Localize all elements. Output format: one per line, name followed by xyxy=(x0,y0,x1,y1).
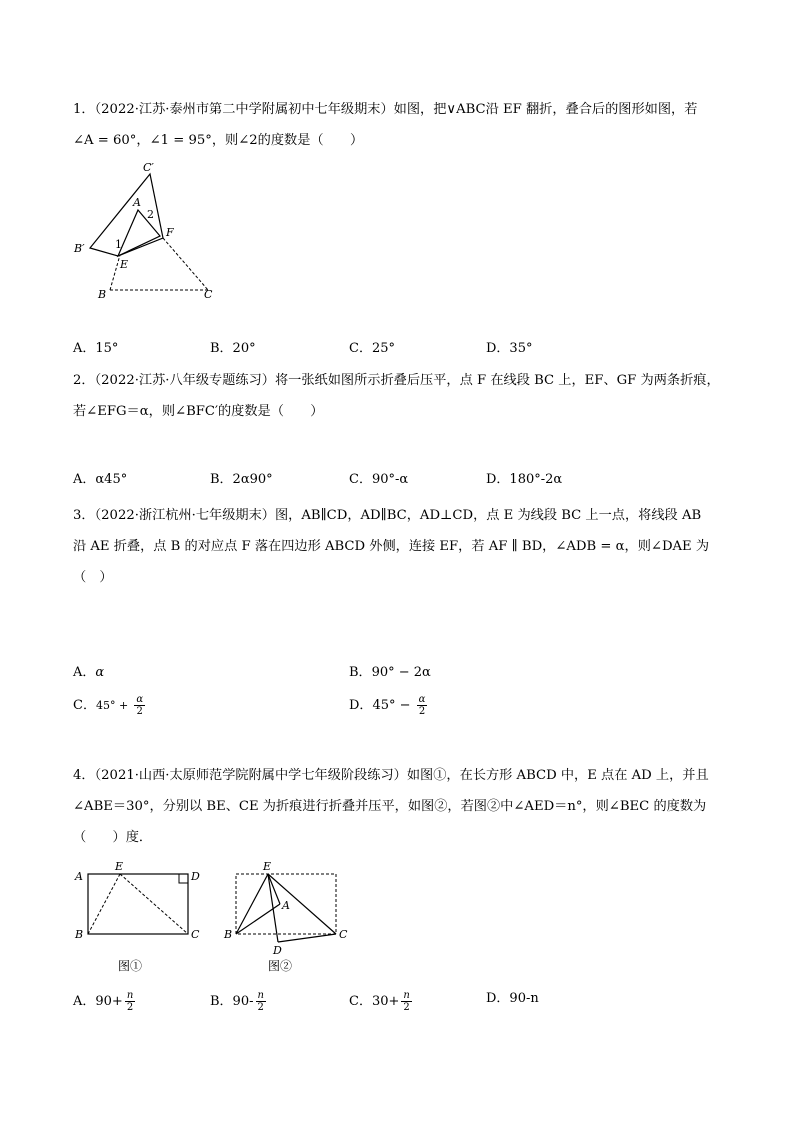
q4-fig1-caption: 图① xyxy=(118,959,143,973)
q3-stem-line1: 3．（2022·浙江杭州·七年级期末）图，AB∥CD，AD∥BC，AD⊥CD，点 E 为线段 BC 上一点，将线段 AB xyxy=(73,508,702,523)
q3-stem-line2: 沿 AE 折叠，点 B 的对应点 F 落在四边形 ABCD 外侧，连接 EF，若 AF ∥ BD，∠ADB = α，则∠DAE 为 xyxy=(73,539,710,554)
q1-label-b-prime: B′ xyxy=(74,242,85,255)
q3-option-d-fraction: $\frac{\alpha}{2}$ xyxy=(418,694,426,717)
q4-option-c-fraction: $\frac{n}{2}$ xyxy=(403,990,410,1013)
q2-stem-line1: 2．（2022·江苏·八年级专题练习）将一张纸如图所示折叠后压平，点 F 在线段 BC 上，EF、GF 为两条折痕， xyxy=(73,373,720,388)
q4-stem-line3: （ ）度． xyxy=(73,830,153,845)
q1-stem-line2: ∠A = 60°，∠1 = 95°，则∠2的度数是（ ） xyxy=(73,133,364,148)
q3-option-c-fraction: $\frac{\alpha}{2}$ xyxy=(136,694,144,717)
q4-fig2-caption: 图② xyxy=(268,959,293,973)
q4-option-a[interactable]: A．90+ $\frac{n}{2}$ xyxy=(73,990,134,1013)
q4-option-b-fraction: $\frac{n}{2}$ xyxy=(257,990,264,1013)
q4-fig1-label-d: D xyxy=(191,870,200,883)
q4-fig2-label-d: D xyxy=(273,944,282,957)
q2-option-d[interactable]: D．180°-2α xyxy=(486,472,563,487)
q3-option-c[interactable]: C．45° + $\frac{\alpha}{2}$ xyxy=(73,694,144,717)
q4-fig1-label-b: B xyxy=(75,928,84,941)
q4-figure-2 xyxy=(222,858,352,958)
q3-option-d[interactable]: D．45° − $\frac{\alpha}{2}$ xyxy=(349,694,426,717)
q3-option-b[interactable]: B．90° − 2α xyxy=(349,665,431,680)
q4-fig1-label-c: C xyxy=(191,928,200,941)
q4-fig1-label-a: A xyxy=(75,870,83,883)
q1-label-c: C xyxy=(204,288,213,301)
q4-option-c[interactable]: C．30+ $\frac{n}{2}$ xyxy=(349,990,410,1013)
q1-stem-line1: 1．（2022·江苏·泰州市第二中学附属初中七年级期末）如图，把∨ABC沿 EF 翻折，叠合后的图形如图，若 xyxy=(73,102,698,117)
q4-option-d[interactable]: D．90-n xyxy=(486,991,539,1006)
q4-fig2-label-a: A xyxy=(282,899,290,912)
q4-figure-1 xyxy=(70,858,210,941)
q1-label-1: 1 xyxy=(115,238,122,251)
q1-label-2: 2 xyxy=(147,208,154,221)
q2-option-b[interactable]: B．2α90° xyxy=(210,472,273,487)
q1-label-a: A xyxy=(133,196,141,209)
q2-option-c[interactable]: C．90°-α xyxy=(349,472,409,487)
q1-option-b[interactable]: B．20° xyxy=(210,341,256,356)
q4-stem-line1: 4．（2021·山西·太原师范学院附属中学七年级阶段练习）如图①，在长方形 ABCD 中，E 点在 AD 上，并且 xyxy=(73,768,709,783)
q4-stem-line2: ∠ABE＝30°，分别以 BE、CE 为折痕进行折叠并压平，如图②，若图②中∠AED＝n°，则∠BEC 的度数为 xyxy=(73,799,707,814)
q4-fig2-label-c: C xyxy=(339,928,348,941)
q1-option-a[interactable]: A．15° xyxy=(73,341,119,356)
q1-option-c[interactable]: C．25° xyxy=(349,341,395,356)
q1-option-d[interactable]: D．35° xyxy=(486,341,533,356)
q1-label-b: B xyxy=(98,288,107,301)
q4-option-b[interactable]: B．90- $\frac{n}{2}$ xyxy=(210,990,264,1013)
q4-fig2-label-e: E xyxy=(263,860,272,873)
q2-option-a[interactable]: A．α45° xyxy=(73,472,128,487)
q1-label-e: E xyxy=(120,258,129,271)
q1-label-c-prime: C′ xyxy=(143,161,154,174)
q4-fig2-label-b: B xyxy=(224,928,233,941)
q2-stem-line2: 若∠EFG＝α，则∠BFC′的度数是（ ） xyxy=(73,404,324,419)
q4-fig1-label-e: E xyxy=(115,860,124,873)
q4-option-a-fraction: $\frac{n}{2}$ xyxy=(126,990,134,1013)
q1-figure xyxy=(70,158,230,303)
q3-option-a[interactable]: A．α xyxy=(73,665,105,680)
q3-stem-line3: （ ） xyxy=(73,570,113,585)
q1-label-f: F xyxy=(166,226,174,239)
